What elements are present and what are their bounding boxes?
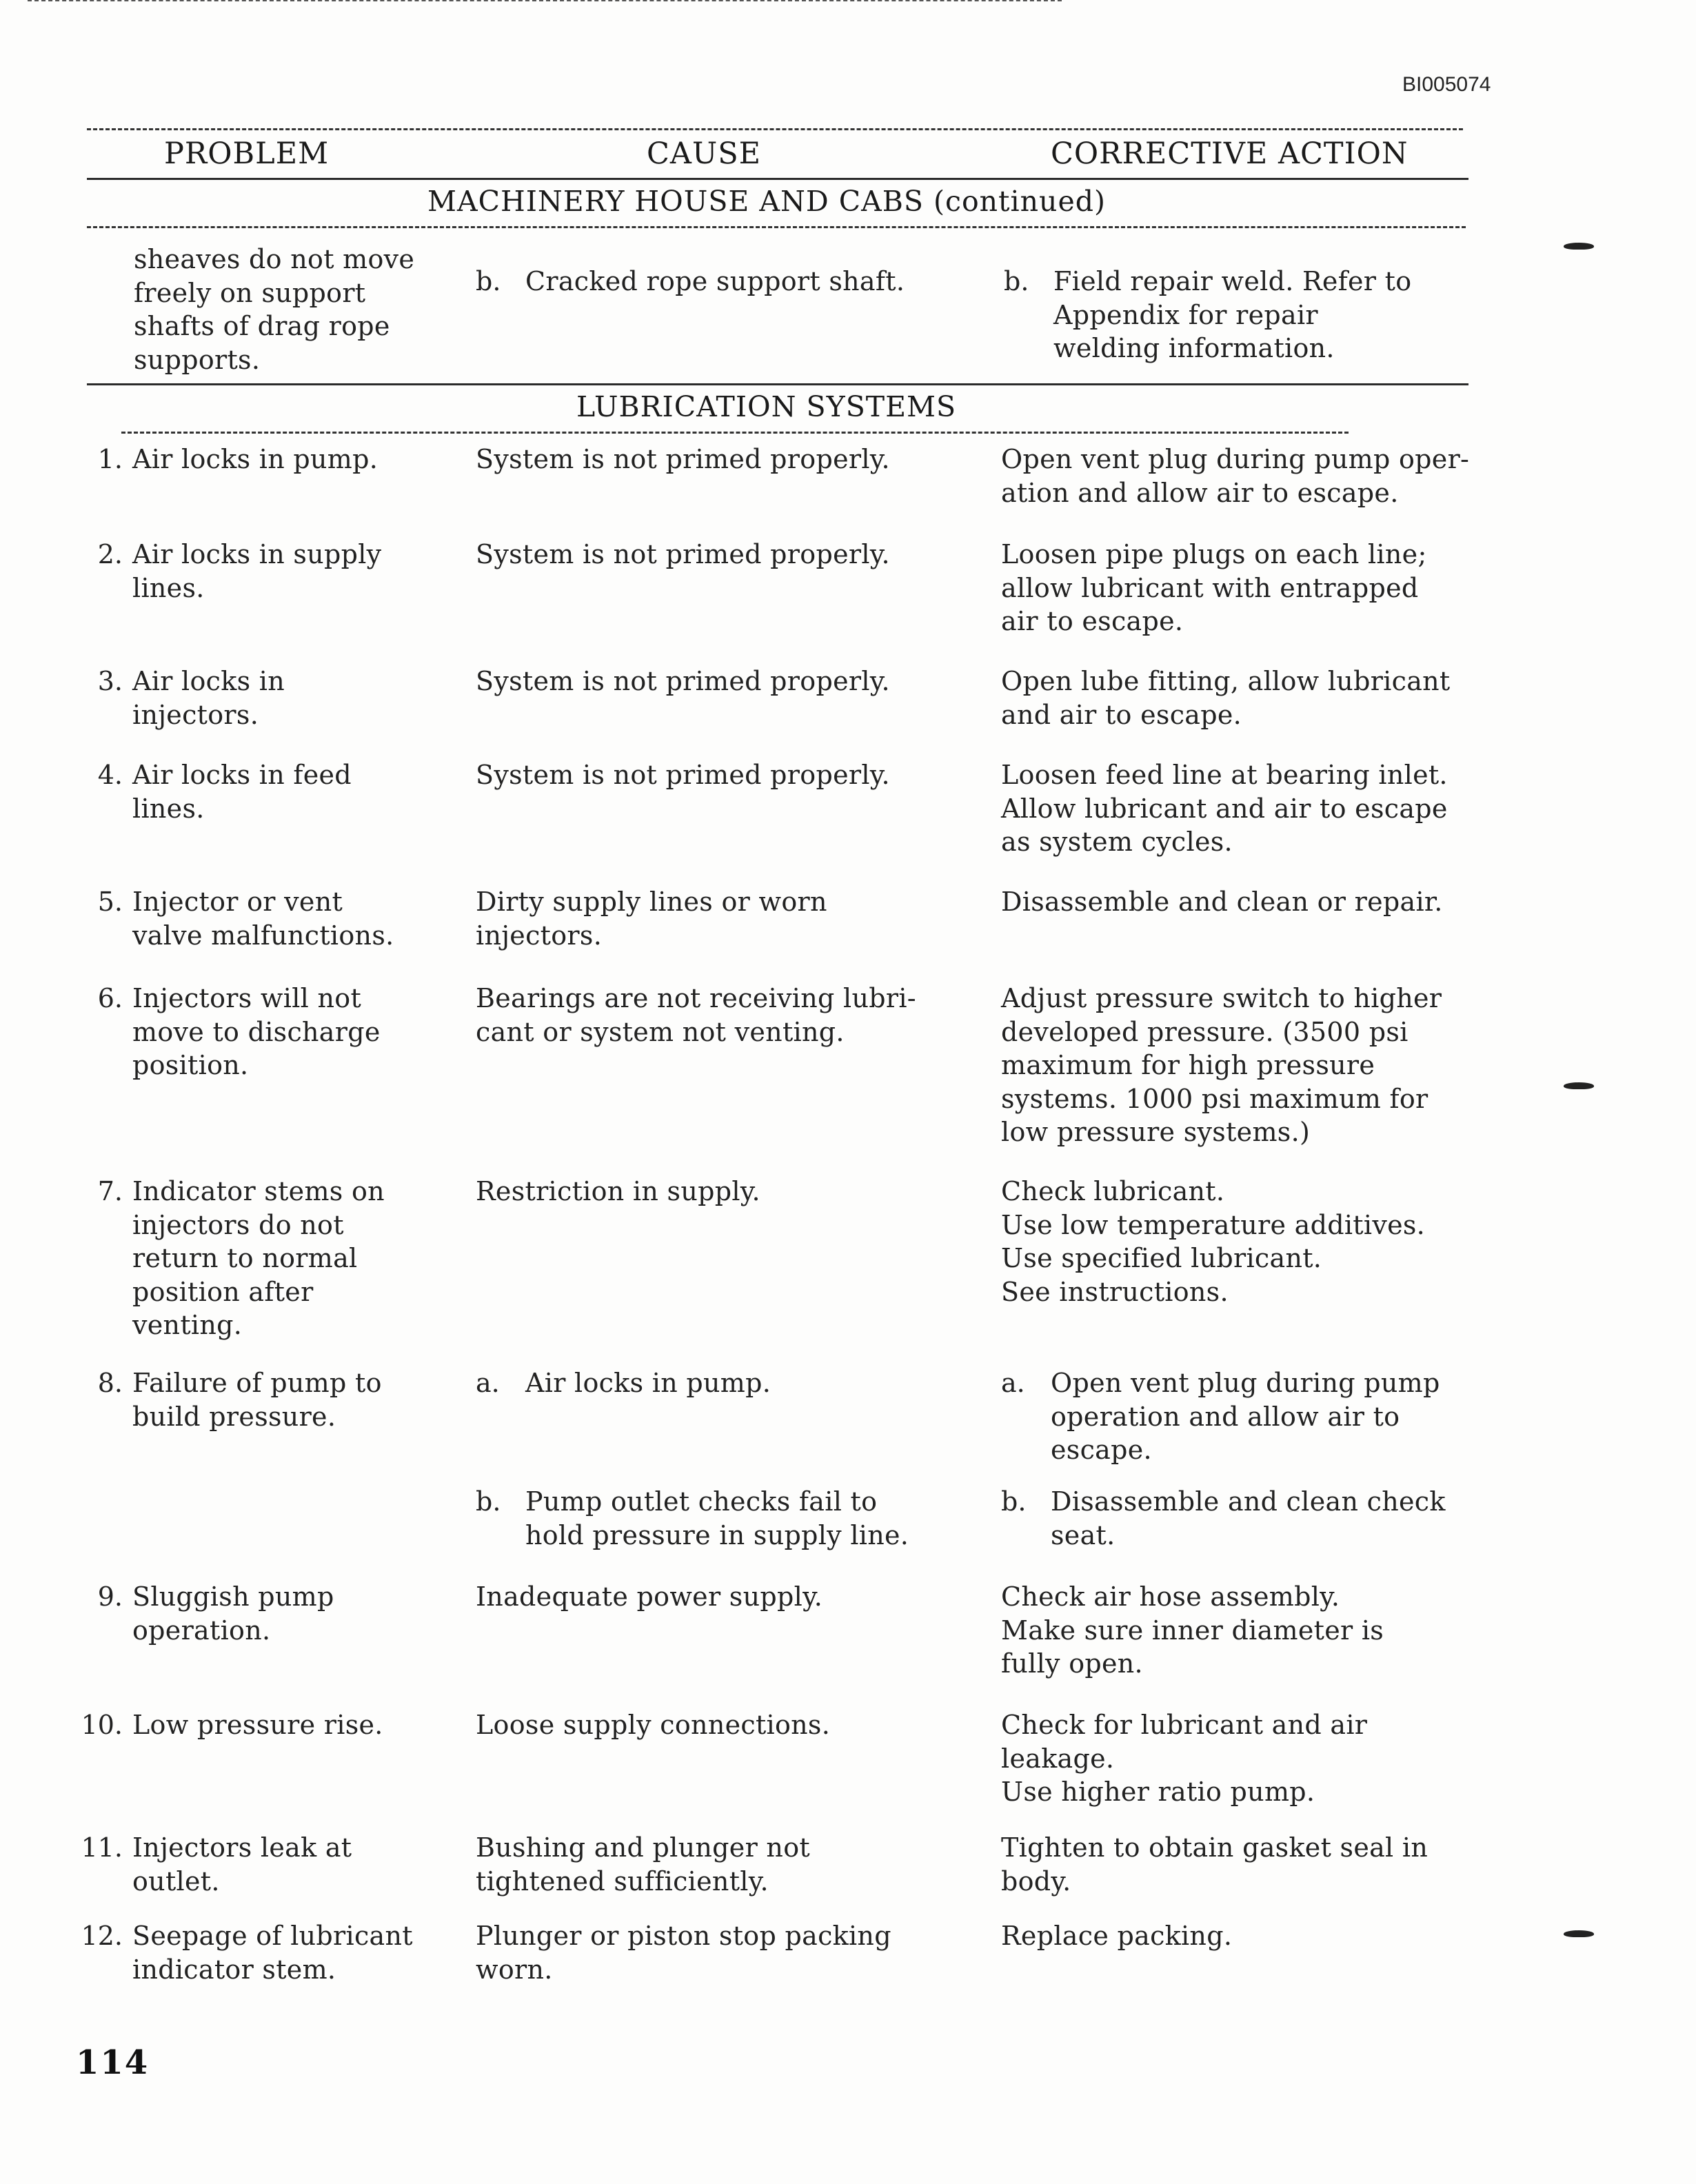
row-number: 10. [81, 1710, 123, 1740]
row-cause: Bushing and plunger not tightened sufficiently. [476, 1832, 810, 1897]
row-problem: Air locks in injectors. [132, 666, 285, 730]
row-number: 5. [97, 887, 123, 917]
page-number: 114 [76, 2043, 150, 2082]
row-cause: System is not primed properly. [476, 444, 890, 474]
machinery-title-rule [87, 226, 1466, 228]
edge-mark [1564, 1082, 1594, 1089]
row-cause-a: Air locks in pump. [525, 1368, 771, 1398]
scan-artifact-top [28, 0, 1062, 1]
row-cause: System is not primed properly. [476, 666, 890, 696]
row-action-b: Disassemble and clean check seat. [1051, 1486, 1446, 1550]
machinery-action-letter: b. [1004, 266, 1029, 296]
row-number: 8. [97, 1368, 123, 1398]
machinery-bottom-rule [87, 383, 1468, 385]
row-cause: Plunger or piston stop packing worn. [476, 1921, 891, 1985]
machinery-action: Field repair weld. Refer to Appendix for repair welding information. [1053, 266, 1412, 363]
row-problem: Sluggish pump operation. [132, 1581, 334, 1646]
row-number: 2. [97, 539, 123, 569]
row-cause-b: Pump outlet checks fail to hold pressure in supply line. [525, 1486, 909, 1550]
row-action: Check for lubricant and air leakage. Use higher ratio pump. [1001, 1710, 1368, 1807]
edge-mark [1564, 243, 1594, 250]
row-problem: Failure of pump to build pressure. [132, 1368, 382, 1432]
machinery-cause-letter: b. [476, 266, 501, 296]
row-number: 11. [81, 1832, 123, 1863]
row-number: 1. [97, 444, 123, 474]
row-action: Disassemble and clean or repair. [1001, 887, 1443, 917]
lubrication-title-rule [121, 432, 1349, 434]
row-number: 3. [97, 666, 123, 696]
row-number: 4. [97, 760, 123, 790]
row-action-b-letter: b. [1001, 1486, 1027, 1517]
header-bottom-rule [87, 178, 1468, 180]
row-problem: Air locks in pump. [132, 444, 378, 474]
row-action: Adjust pressure switch to higher developed pressure. (3500 psi maximum for high pressure systems. 1000 psi maximum for low pressure systems.) [1001, 983, 1442, 1147]
column-header-problem: PROBLEM [164, 136, 330, 171]
row-problem: Injectors will not move to discharge position. [132, 983, 381, 1080]
row-action: Check air hose assembly. Make sure inner diameter is fully open. [1001, 1581, 1384, 1679]
row-cause: System is not primed properly. [476, 760, 890, 790]
row-action: Loosen feed line at bearing inlet. Allow lubricant and air to escape as system cycles. [1001, 760, 1448, 857]
row-number: 12. [81, 1921, 123, 1951]
row-problem: Air locks in supply lines. [132, 539, 382, 603]
row-action: Open vent plug during pump oper- ation and allow air to escape. [1001, 444, 1470, 508]
row-cause: Bearings are not receiving lubri- cant or system not venting. [476, 983, 916, 1047]
row-cause: System is not primed properly. [476, 539, 890, 569]
header-top-rule [87, 128, 1463, 130]
edge-mark [1564, 1930, 1594, 1937]
row-number: 9. [97, 1581, 123, 1612]
row-number: 6. [97, 983, 123, 1013]
row-problem: Seepage of lubricant indicator stem. [132, 1921, 413, 1985]
row-action: Tighten to obtain gasket seal in body. [1001, 1832, 1429, 1897]
row-cause: Loose supply connections. [476, 1710, 831, 1740]
row-action: Open lube fitting, allow lubricant and air to escape. [1001, 666, 1451, 730]
machinery-cause: Cracked rope support shaft. [525, 266, 905, 296]
row-problem: Low pressure rise. [132, 1710, 383, 1740]
row-action: Loosen pipe plugs on each line; allow lubricant with entrapped air to escape. [1001, 539, 1427, 636]
machinery-problem: sheaves do not move freely on support shafts of drag rope supports. [134, 244, 415, 375]
row-cause: Inadequate power supply. [476, 1581, 823, 1612]
row-cause: Restriction in supply. [476, 1176, 760, 1206]
row-action-a-letter: a. [1001, 1368, 1025, 1398]
row-cause-a-letter: a. [476, 1368, 500, 1398]
document-id: BI005074 [1402, 73, 1491, 96]
row-action-a: Open vent plug during pump operation and allow air to escape. [1051, 1368, 1440, 1465]
row-problem: Indicator stems on injectors do not return to normal position after venting. [132, 1176, 385, 1340]
row-problem: Injectors leak at outlet. [132, 1832, 352, 1897]
row-number: 7. [97, 1176, 123, 1206]
column-header-cause: CAUSE [647, 136, 762, 171]
row-problem: Air locks in feed lines. [132, 760, 352, 824]
column-header-corrective-action: CORRECTIVE ACTION [1051, 136, 1409, 171]
row-cause-b-letter: b. [476, 1486, 501, 1517]
row-problem: Injector or vent valve malfunctions. [132, 887, 394, 951]
section-title-lubrication: LUBRICATION SYSTEMS [576, 390, 957, 423]
row-action: Check lubricant. Use low temperature additives. Use specified lubricant. See instructions. [1001, 1176, 1426, 1307]
row-action: Replace packing. [1001, 1921, 1233, 1951]
row-cause: Dirty supply lines or worn injectors. [476, 887, 827, 951]
section-title-machinery: MACHINERY HOUSE AND CABS (continued) [427, 185, 1106, 218]
